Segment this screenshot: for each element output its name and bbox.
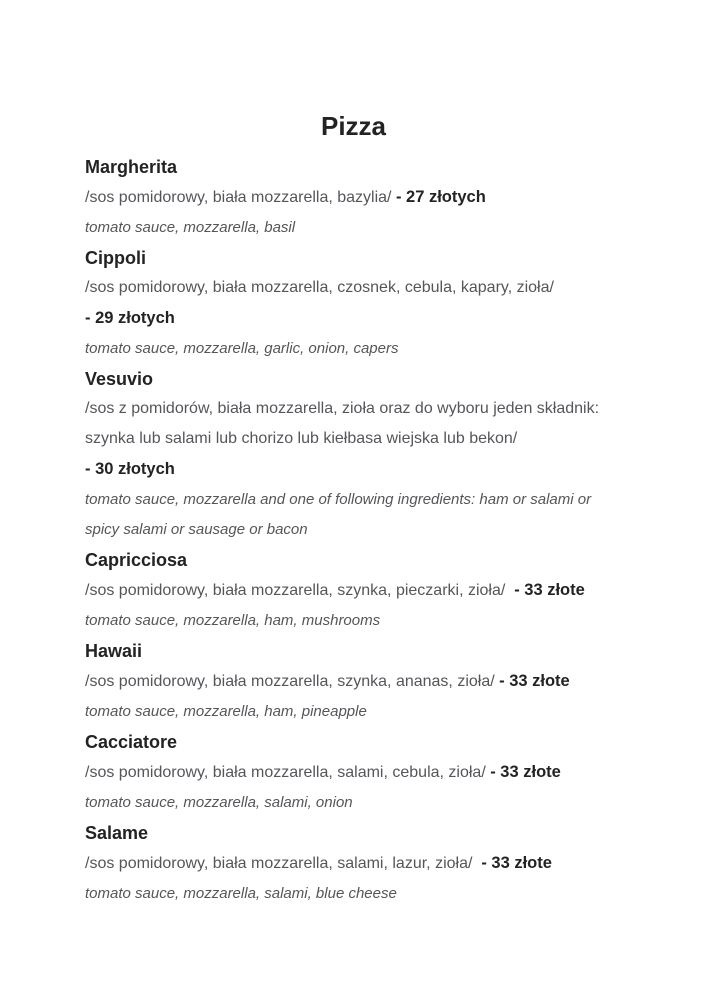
menu-item-description-en: tomato sauce, mozzarella, ham, mushrooms: [85, 612, 381, 629]
menu-item-name: Capricciosa: [85, 550, 188, 570]
menu-item: [85, 545, 622, 636]
menu-item-description-pl: /sos pomidorowy, biała mozzarella, czosnek, cebula, kapary, zioła/: [85, 279, 554, 296]
menu-item: [85, 636, 622, 727]
menu-item-lines: [85, 848, 622, 909]
menu-item-name: Margherita: [85, 157, 178, 177]
menu-item-line: [85, 394, 622, 424]
menu-item: [85, 818, 622, 909]
menu-item-price: - 29 złotych: [85, 309, 175, 327]
menu-item-line: [85, 485, 622, 515]
menu-item: [85, 152, 622, 243]
menu-item: [85, 243, 622, 364]
menu-item-line: [85, 575, 622, 606]
menu-item-name: Salame: [85, 823, 149, 843]
menu-item-description-pl: /sos pomidorowy, biała mozzarella, szynka, ananas, zioła/: [85, 673, 500, 690]
menu-item-line: [85, 303, 622, 334]
menu-item-lines: [85, 575, 622, 636]
menu-items: [85, 152, 622, 909]
menu-item: [85, 727, 622, 818]
menu-item-line: [85, 515, 622, 545]
menu-item-description-pl: /sos pomidorowy, biała mozzarella, szynka, pieczarki, zioła/: [85, 582, 515, 599]
menu-item-description-en: tomato sauce, mozzarella, salami, onion: [85, 794, 353, 811]
menu-item-description-en: tomato sauce, mozzarella, garlic, onion, capers: [85, 340, 399, 357]
menu-item-lines: [85, 666, 622, 727]
menu-item-description-en: tomato sauce, mozzarella, salami, blue cheese: [85, 885, 397, 902]
menu-item-line: [85, 424, 622, 454]
menu-item-description-pl: szynka lub salami lub chorizo lub kiełbasa wiejska lub bekon/: [85, 430, 518, 447]
menu-item-line: [85, 454, 622, 485]
menu-item-line: [85, 213, 622, 243]
menu-item-line: [85, 273, 622, 303]
menu-item-lines: [85, 182, 622, 243]
menu-item-description-pl: /sos pomidorowy, biała mozzarella, salami, cebula, zioła/: [85, 764, 491, 781]
menu-item-line: [85, 848, 622, 879]
menu-item-lines: [85, 273, 622, 364]
menu-item-price: - 33 złote: [499, 672, 570, 690]
menu-item-description-en: spicy salami or sausage or bacon: [85, 521, 308, 538]
menu-item-description-pl: /sos pomidorowy, biała mozzarella, bazylia/: [85, 189, 396, 206]
menu-item-price: - 27 złotych: [395, 188, 486, 206]
menu-item-line: [85, 757, 622, 788]
menu-item-description-en: tomato sauce, mozzarella and one of following ingredients: ham or salami or: [85, 491, 592, 508]
menu-item-line: [85, 666, 622, 697]
menu-item-description-pl: /sos pomidorowy, biała mozzarella, salami, lazur, zioła/: [85, 855, 482, 872]
menu-item: [85, 364, 622, 545]
menu-item-name: Hawaii: [85, 641, 143, 661]
menu-item-description-en: tomato sauce, mozzarella, ham, pineapple: [85, 703, 367, 720]
menu-item-line: [85, 606, 622, 636]
menu-item-price: - 33 złote: [514, 581, 585, 599]
menu-item-line: [85, 879, 622, 909]
menu-item-name: Cacciatore: [85, 732, 178, 752]
menu-item-price: - 33 złote: [490, 763, 561, 781]
menu-item-line: [85, 182, 622, 213]
menu-item-line: [85, 788, 622, 818]
menu-item-line: [85, 334, 622, 364]
menu-item-lines: [85, 394, 622, 545]
menu-item-description-en: tomato sauce, mozzarella, basil: [85, 219, 296, 236]
page-title: Pizza: [320, 111, 387, 141]
menu-item-lines: [85, 757, 622, 818]
menu-item-price: - 33 złote: [481, 854, 552, 872]
menu-item-description-pl: /sos z pomidorów, biała mozzarella, zioła oraz do wyboru jeden składnik:: [85, 400, 600, 417]
menu-item-name: Cippoli: [85, 248, 146, 268]
menu-item-name: Vesuvio: [85, 369, 154, 389]
menu-item-line: [85, 697, 622, 727]
menu-item-price: - 30 złotych: [85, 460, 175, 478]
